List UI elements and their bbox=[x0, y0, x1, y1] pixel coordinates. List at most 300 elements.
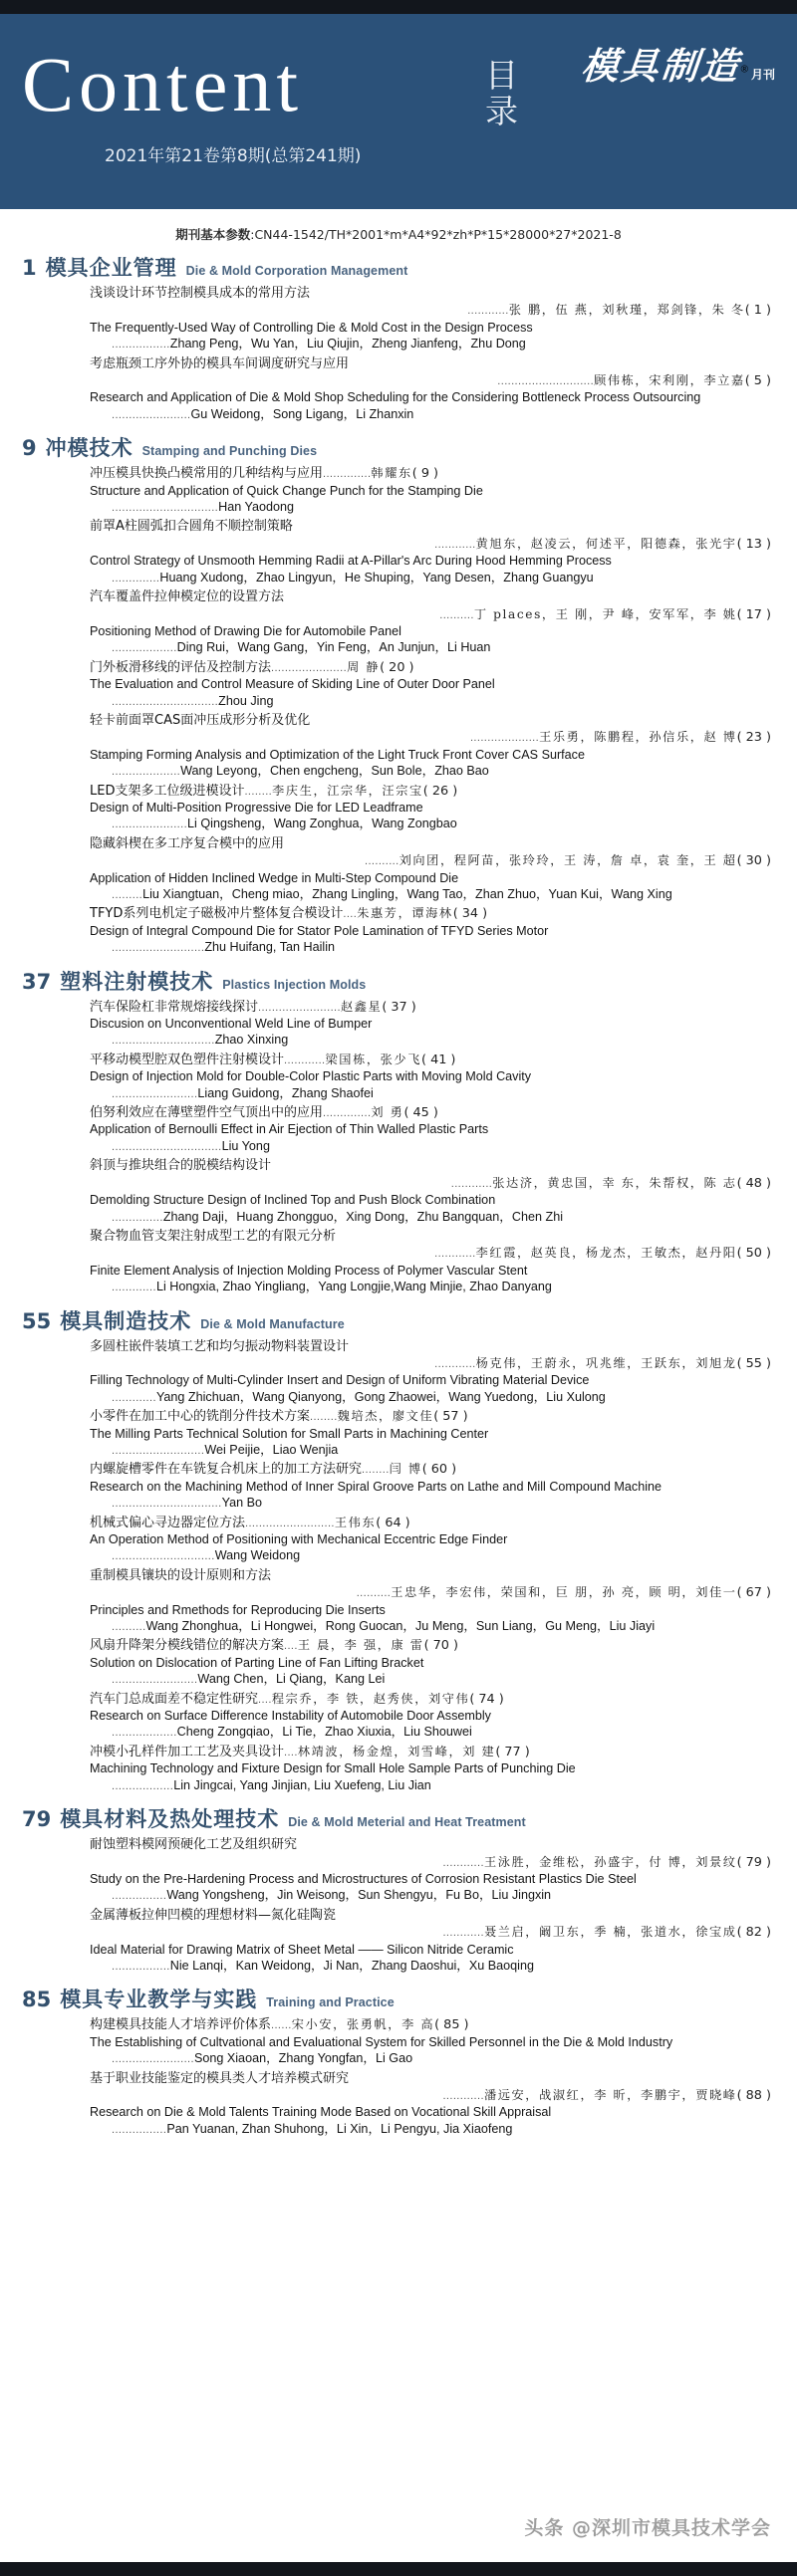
entry-page: ( 67 ) bbox=[736, 1585, 771, 1601]
entry-cn-authors: 程宗乔，李 铁，赵秀侠，刘守伟 bbox=[271, 1691, 470, 1706]
toc-entry[interactable] bbox=[90, 1637, 771, 1688]
entry-en-line bbox=[90, 870, 771, 886]
section-block bbox=[22, 1803, 775, 1975]
entry-en-author-line bbox=[90, 1032, 771, 1049]
entry-en-title: Discusion on Unconventional Weld Line of Bumper bbox=[90, 1017, 373, 1032]
entry-en-line bbox=[90, 1372, 771, 1388]
toc-entry[interactable] bbox=[90, 659, 771, 710]
entry-en-author-line bbox=[90, 1389, 771, 1406]
toc-entry[interactable] bbox=[90, 465, 771, 516]
leader-dots: ................. bbox=[112, 1960, 170, 1973]
entry-en-authors: Gu Weidong，Song Ligang，Li Zhanxin bbox=[190, 406, 414, 421]
entry-en-title: Structure and Application of Quick Change Punch for the Stamping Die bbox=[90, 483, 483, 498]
entry-en-authors: Song Xiaoan，Zhang Yongfan，Li Gao bbox=[193, 2051, 413, 2066]
entry-cn-line bbox=[90, 835, 771, 852]
entry-page: ( 13 ) bbox=[736, 536, 771, 552]
section-block bbox=[22, 1305, 775, 1795]
entry-cn-authors: 刘 勇 bbox=[371, 1105, 404, 1120]
entry-en-authors: Han Yaodong bbox=[218, 500, 295, 515]
leader-dots: ........................... bbox=[112, 1444, 205, 1457]
entry-en-line bbox=[90, 1426, 771, 1442]
leader-dots: .............. bbox=[112, 572, 160, 585]
leader-dots: ........ bbox=[244, 785, 273, 798]
entry-en-title: The Establishing of Cultvational and Evaluational System for Skilled Personnel in the Die & Mold Industry bbox=[90, 2034, 673, 2049]
leader-dots: ................ bbox=[112, 2123, 167, 2136]
leader-dots: ...................... bbox=[271, 661, 348, 674]
toc-entry[interactable] bbox=[90, 2070, 771, 2139]
entry-en-title: Research on Die & Mold Talents Training Mode Based on Vocational Skill Appraisal bbox=[90, 2105, 552, 2120]
entry-en-line bbox=[90, 800, 771, 816]
entry-cn-line bbox=[90, 712, 771, 729]
leader-dots: .................... bbox=[112, 766, 181, 779]
entry-page: ( 23 ) bbox=[736, 730, 771, 746]
entry-en-authors: Huang Xudong，Zhao Lingyun，He Shuping，Yang Desen，Zhang Guangyu bbox=[159, 570, 594, 585]
entry-page: ( 85 ) bbox=[434, 2017, 469, 2033]
entry-page: ( 30 ) bbox=[736, 853, 771, 869]
journal-parameters bbox=[22, 225, 775, 243]
leader-dots: .............................. bbox=[112, 1550, 215, 1563]
toc-entry[interactable] bbox=[90, 518, 771, 586]
section-title-cn: 冲模技术 bbox=[45, 436, 133, 461]
section-title-cn: 模具企业管理 bbox=[45, 256, 177, 280]
entry-cn-title: 机械式偏心寻边器定位方法 bbox=[90, 1515, 246, 1530]
entry-cn-title: 构建模具技能人才培养评价体系 bbox=[90, 2017, 272, 2033]
toc-entry[interactable] bbox=[90, 1461, 771, 1512]
entry-en-author-line bbox=[90, 1958, 771, 1975]
section-block bbox=[22, 432, 775, 956]
toc-entry[interactable] bbox=[90, 835, 771, 904]
entry-en-authors: Yan Bo bbox=[221, 1496, 262, 1511]
entry-page: ( 79 ) bbox=[736, 1854, 771, 1870]
entry-en-line bbox=[90, 483, 771, 499]
sections-host bbox=[22, 252, 775, 2138]
entry-cn-authors: 赵鑫星 bbox=[340, 999, 383, 1014]
entry-cn-authors: 黄旭东，赵凌云，何述平，阳德森，张光宇 bbox=[475, 536, 737, 551]
toc-entry[interactable] bbox=[90, 355, 771, 424]
entry-cn-title: 多圆柱嵌件装填工艺和均匀振动物料装置设计 bbox=[90, 1338, 350, 1354]
section-header-79 bbox=[22, 1803, 775, 1833]
leader-dots: .... bbox=[258, 1693, 272, 1706]
entry-en-title: Principles and Rmethods for Reproducing Die Inserts bbox=[90, 1602, 386, 1617]
leader-dots: ......................... bbox=[112, 1674, 198, 1687]
entry-cn-line bbox=[90, 2016, 771, 2033]
entry-cn-authors: 聂兰启，阚卫东，季 楠，张道水，徐宝成 bbox=[483, 1925, 737, 1940]
entry-cn-line bbox=[90, 1104, 771, 1121]
journal-logo bbox=[578, 36, 775, 90]
section-page-number: 37 bbox=[22, 969, 52, 994]
entry-en-author-line bbox=[90, 2050, 771, 2067]
entry-page: ( 45 ) bbox=[403, 1105, 438, 1121]
entry-en-line bbox=[90, 1655, 771, 1671]
entry-cn-authors: 丁 places，王 刚，尹 峰，安军军，李 姚 bbox=[473, 606, 737, 621]
entry-cn-line bbox=[90, 1338, 771, 1355]
entry-cn-authors: 李红霞，赵英良，杨龙杰，王敏杰，赵丹阳 bbox=[475, 1246, 737, 1261]
entry-cn-line bbox=[90, 1907, 771, 1924]
entry-en-authors: Lin Jingcai, Yang Jinjian, Liu Xuefeng, Liu Jian bbox=[173, 1777, 431, 1792]
entry-en-authors: Wang Yongsheng，Jin Weisong，Sun Shengyu，Fu Bo，Liu Jingxin bbox=[166, 1888, 552, 1903]
entry-en-line bbox=[90, 1602, 771, 1618]
entry-cn-title: 考虑瓶颈工序外协的模具车间调度研究与应用 bbox=[90, 355, 350, 371]
entry-cn-author-line bbox=[90, 1584, 771, 1601]
entry-cn-authors: 王乐勇，陈鹏程，孙信乐，赵 博 bbox=[539, 730, 737, 745]
leader-dots: ............ bbox=[467, 305, 509, 318]
entry-page: ( 74 ) bbox=[469, 1691, 504, 1707]
entry-en-authors: Liu Yong bbox=[221, 1138, 270, 1153]
entry-cn-title: 汽车保险杠非常规熔接线探讨 bbox=[90, 999, 259, 1015]
entry-cn-title: 伯努利效应在薄壁塑件空气顶出中的应用 bbox=[90, 1105, 324, 1121]
entry-en-authors: Li Hongxia, Zhao Yingliang，Yang Longjie,Wang Minjie, Zhao Danyang bbox=[155, 1280, 552, 1294]
entry-cn-authors: 杨克伟，王蔚永，巩兆维，王跃东，刘旭龙 bbox=[475, 1355, 737, 1370]
entry-cn-line bbox=[90, 1408, 771, 1425]
entry-cn-line bbox=[90, 355, 771, 372]
entry-en-title: Ideal Material for Drawing Matrix of Sheet Metal —— Silicon Nitride Ceramic bbox=[90, 1942, 514, 1957]
leader-dots: ............ bbox=[450, 1177, 493, 1190]
leader-dots: .......... bbox=[356, 1587, 392, 1600]
toc-entry[interactable] bbox=[90, 1567, 771, 1636]
toc-entry[interactable] bbox=[90, 1907, 771, 1976]
section-page-number: 9 bbox=[22, 436, 37, 461]
entry-cn-authors: 顾伟栋，宋利刚，李立嘉 bbox=[594, 373, 745, 388]
leader-dots: .............................. bbox=[112, 1035, 215, 1048]
entry-page: ( 17 ) bbox=[736, 606, 771, 622]
entry-cn-title: 基于职业技能鉴定的模具类人才培养模式研究 bbox=[90, 2070, 350, 2086]
entry-cn-authors: 王伟东 bbox=[334, 1515, 377, 1529]
journal-logo-cn: 模具制造 bbox=[578, 44, 743, 88]
entry-page: ( 70 ) bbox=[423, 1638, 458, 1654]
leader-dots: ............................ bbox=[497, 375, 595, 388]
section-title-cn: 模具制造技术 bbox=[60, 1308, 192, 1333]
leader-dots: ................. bbox=[112, 339, 170, 351]
entry-cn-line bbox=[90, 783, 771, 800]
leader-dots: ................................ bbox=[112, 1140, 222, 1153]
issue-line: 2021年第21卷第8期(总第241期) bbox=[105, 146, 362, 166]
entry-cn-title: 冲压模具快换凸模常用的几种结构与应用 bbox=[90, 466, 324, 482]
toc-entry[interactable] bbox=[90, 999, 771, 1050]
entry-cn-line bbox=[90, 999, 771, 1016]
entry-cn-authors: 刘向团，程阿苗，张玲玲，王 涛，詹 卓，袁 奎，王 超 bbox=[398, 853, 737, 868]
toc-entry[interactable] bbox=[90, 1157, 771, 1226]
entry-cn-line bbox=[90, 905, 771, 922]
entry-page: ( 5 ) bbox=[744, 373, 771, 389]
entry-cn-author-line bbox=[90, 372, 771, 389]
section-header-9 bbox=[22, 432, 775, 462]
entry-en-title: Design of Integral Compound Die for Stator Pole Lamination of TFYD Series Motor bbox=[90, 923, 549, 938]
entry-en-line bbox=[90, 1068, 771, 1084]
entry-en-authors: Li Qingsheng，Wang Zonghua，Wang Zongbao bbox=[187, 817, 457, 831]
entry-cn-title: TFYD系列电机定子磁极冲片整体复合模设计 bbox=[90, 906, 344, 922]
entry-en-authors: Pan Yuanan, Zhan Shuhong，Li Xin，Li Pengyu, Jia Xiaofeng bbox=[166, 2121, 513, 2136]
entry-cn-title: 汽车覆盖件拉伸模定位的设置方法 bbox=[90, 589, 285, 605]
leader-dots: ............. bbox=[112, 1391, 156, 1404]
leader-dots: ............. bbox=[112, 1282, 156, 1294]
entry-page: ( 20 ) bbox=[380, 659, 414, 675]
section-title-en: Die & Mold Corporation Management bbox=[185, 264, 408, 278]
entry-cn-author-line bbox=[90, 2087, 771, 2104]
entry-en-title: Control Strategy of Unsmooth Hemming Radii at A-Pillar's Arc During Hood Hemming Process bbox=[90, 554, 612, 569]
entry-cn-authors: 王忠华，李宏伟，荣国和，巨 朋，孙 亮，顾 明，刘佳一 bbox=[391, 1585, 737, 1600]
toc-entry[interactable] bbox=[90, 1691, 771, 1742]
entry-en-authors: Zhao Xinxing bbox=[214, 1033, 289, 1048]
entry-cn-author-line bbox=[90, 1245, 771, 1262]
entry-en-authors: Wang Chen，Li Qiang，Kang Lei bbox=[197, 1672, 386, 1687]
entry-en-title: The Milling Parts Technical Solution for Small Parts in Machining Center bbox=[90, 1426, 489, 1441]
entry-cn-title: 浅谈设计环节控制模具成本的常用方法 bbox=[90, 286, 311, 301]
entry-en-author-line bbox=[90, 1442, 771, 1459]
section-title-en: Plastics Injection Molds bbox=[222, 977, 367, 992]
entry-en-line bbox=[90, 1760, 771, 1776]
section-title-en: Die & Mold Meterial and Heat Treatment bbox=[288, 1815, 526, 1830]
entry-en-author-line bbox=[90, 1724, 771, 1741]
leader-dots: .................. bbox=[112, 1779, 174, 1792]
entry-cn-authors: 闫 博 bbox=[389, 1462, 422, 1477]
entry-en-title: An Operation Method of Positioning with Mechanical Eccentric Edge Finder bbox=[90, 1532, 508, 1546]
top-border-bar bbox=[0, 0, 797, 14]
entry-cn-title: 风扇升降架分模线错位的解决方案 bbox=[90, 1638, 285, 1654]
entry-page: ( 1 ) bbox=[744, 303, 771, 319]
toc-entry[interactable] bbox=[90, 285, 771, 353]
entry-cn-author-line bbox=[90, 1355, 771, 1372]
entry-page: ( 26 ) bbox=[422, 783, 458, 799]
leader-dots: ........ bbox=[310, 1411, 338, 1424]
mulu-title: 目录 bbox=[485, 56, 519, 130]
section-entry-list bbox=[22, 1836, 775, 1975]
toc-entry[interactable] bbox=[90, 712, 771, 781]
section-block bbox=[22, 966, 775, 1296]
entry-cn-title: 重制模具镶块的设计原则和方法 bbox=[90, 1567, 272, 1583]
entry-en-authors: Wang Leyong，Chen engcheng，Sun Bole，Zhao Bao bbox=[180, 764, 489, 779]
entry-cn-line bbox=[90, 1157, 771, 1174]
entry-cn-author-line bbox=[90, 606, 771, 623]
section-title-cn: 塑料注射模技术 bbox=[60, 969, 214, 994]
journal-parameters-value: :CN44-1542/TH*2001*m*A4*92*zh*P*15*28000*27*2021-8 bbox=[250, 227, 622, 242]
leader-dots: .......... bbox=[365, 855, 399, 868]
toc-entry[interactable] bbox=[90, 1515, 771, 1565]
entry-en-author-line bbox=[90, 1138, 771, 1155]
entry-cn-title: 平移动模型腔双色塑件注射模设计 bbox=[90, 1052, 285, 1067]
leader-dots: ...... bbox=[271, 2019, 292, 2032]
leader-dots: .... bbox=[284, 1640, 298, 1653]
entry-en-author-line bbox=[90, 693, 771, 710]
entry-cn-authors: 魏培杰，廖文佳 bbox=[337, 1409, 434, 1424]
entry-en-line bbox=[90, 1531, 771, 1547]
entry-en-author-line bbox=[90, 1495, 771, 1512]
toc-entry[interactable] bbox=[90, 1228, 771, 1296]
section-page-number: 55 bbox=[22, 1308, 52, 1333]
journal-parameters-label: 期刊基本参数 bbox=[175, 227, 251, 242]
entry-en-line bbox=[90, 320, 771, 336]
entry-cn-authors: 李庆生，江宗华，汪宗宝 bbox=[272, 783, 423, 798]
bottom-border-bar bbox=[0, 2562, 797, 2576]
entry-en-author-line bbox=[90, 1547, 771, 1564]
leader-dots: .............. bbox=[323, 1107, 372, 1120]
entry-cn-title: 斜顶与推块组合的脱模结构设计 bbox=[90, 1158, 272, 1174]
entry-en-authors: Zhu Huifang, Tan Hailin bbox=[204, 940, 336, 955]
entry-en-line bbox=[90, 923, 771, 939]
section-title-en: Training and Practice bbox=[266, 1995, 395, 2010]
entry-cn-author-line bbox=[90, 1924, 771, 1941]
entry-en-author-line bbox=[90, 1279, 771, 1295]
entry-cn-line bbox=[90, 1637, 771, 1654]
entry-en-title: Demolding Structure Design of Inclined Top and Push Block Combination bbox=[90, 1193, 496, 1208]
entry-cn-authors: 林靖波，杨金煌，刘雪峰，刘 建 bbox=[297, 1744, 496, 1758]
entry-cn-line bbox=[90, 588, 771, 605]
entry-en-line bbox=[90, 2104, 771, 2120]
section-page-number: 1 bbox=[22, 256, 37, 280]
entry-en-title: Stamping Forming Analysis and Optimization of the Light Truck Front Cover CAS Surface bbox=[90, 747, 585, 762]
entry-cn-title: 聚合物血管支架注射成型工艺的有限元分析 bbox=[90, 1228, 337, 1244]
leader-dots: ......... bbox=[112, 889, 143, 901]
entry-cn-author-line bbox=[90, 1175, 771, 1192]
leader-dots: ............ bbox=[434, 1357, 476, 1370]
entry-en-line bbox=[90, 1942, 771, 1958]
section-title-en: Die & Mold Manufacture bbox=[200, 1316, 345, 1331]
entry-en-authors: Nie Lanqi，Kan Weidong，Ji Nan，Zhang Daoshui，Xu Baoqing bbox=[169, 1958, 534, 1973]
entry-en-authors: Liu Xiangtuan，Cheng miao，Zhang Lingling，Wang Tao，Zhan Zhuo，Yuan Kui，Wang Xing bbox=[142, 887, 672, 901]
entry-cn-title: 轻卡前面罩CAS面冲压成形分析及优化 bbox=[90, 712, 311, 728]
entry-cn-title: 门外板滑移线的评估及控制方法 bbox=[90, 659, 272, 675]
entry-en-author-line bbox=[90, 1618, 771, 1635]
entry-en-authors: Zhang Peng，Wu Yan，Liu Qiujin，Zheng Jianfeng，Zhu Dong bbox=[169, 337, 526, 351]
toc-entry[interactable] bbox=[90, 783, 771, 833]
entry-cn-author-line bbox=[90, 852, 771, 869]
entry-en-authors: Liang Guidong，Zhang Shaofei bbox=[197, 1085, 374, 1100]
entry-en-line bbox=[90, 1263, 771, 1279]
leader-dots: ............ bbox=[442, 1856, 484, 1869]
entry-en-line bbox=[90, 2034, 771, 2050]
toc-entry[interactable] bbox=[90, 588, 771, 657]
entry-cn-line bbox=[90, 1052, 771, 1068]
toc-entry[interactable] bbox=[90, 905, 771, 956]
section-header-85 bbox=[22, 1984, 775, 2013]
leader-dots: ............ bbox=[434, 1248, 476, 1261]
entry-cn-author-line bbox=[90, 536, 771, 553]
entry-en-author-line bbox=[90, 1085, 771, 1102]
entry-en-line bbox=[90, 1016, 771, 1032]
section-entry-list bbox=[22, 2016, 775, 2138]
entry-en-title: Positioning Method of Drawing Die for Automobile Panel bbox=[90, 623, 401, 638]
toc-entry[interactable] bbox=[90, 2016, 771, 2067]
section-entry-list bbox=[22, 465, 775, 956]
toc-entry[interactable] bbox=[90, 1744, 771, 1794]
entry-cn-line bbox=[90, 1228, 771, 1245]
entry-cn-title: 前罩A柱圆弧扣合圆角不顺控制策略 bbox=[90, 519, 293, 535]
entry-en-line bbox=[90, 1121, 771, 1137]
journal-header bbox=[0, 14, 797, 209]
entry-en-title: Research on the Machining Method of Inner Spiral Groove Parts on Lathe and Mill Compound Machine bbox=[90, 1479, 663, 1494]
entry-en-author-line bbox=[90, 639, 771, 656]
toc-entry[interactable] bbox=[90, 1052, 771, 1102]
toc-entry[interactable] bbox=[90, 1408, 771, 1459]
entry-cn-author-line bbox=[90, 302, 771, 319]
section-header-55 bbox=[22, 1305, 775, 1335]
entry-cn-authors: 梁国栋，张少飞 bbox=[325, 1052, 422, 1066]
entry-en-author-line bbox=[90, 2121, 771, 2138]
entry-en-authors: Zhang Daji，Huang Zhongguo，Xing Dong，Zhu Bangquan，Chen Zhi bbox=[162, 1209, 563, 1224]
entry-page: ( 50 ) bbox=[736, 1246, 771, 1262]
entry-en-line bbox=[90, 1479, 771, 1495]
entry-cn-title: 汽车门总成面差不稳定性研究 bbox=[90, 1691, 259, 1707]
section-page-number: 79 bbox=[22, 1807, 52, 1832]
entry-cn-line bbox=[90, 2070, 771, 2087]
entry-cn-authors: 周 静 bbox=[347, 659, 381, 674]
entry-en-title: Study on the Pre-Hardening Process and Microstructures of Corrosion Resistant Plastics Die Steel bbox=[90, 1871, 637, 1886]
toc-body bbox=[0, 225, 797, 2138]
entry-en-authors: Ding Rui，Wang Gang，Yin Feng，An Junjun，Li Huan bbox=[176, 640, 491, 655]
entry-en-author-line bbox=[90, 816, 771, 832]
entry-cn-authors: 王泳胜，金维松，孙盛宇，付 博，刘景纹 bbox=[483, 1854, 737, 1869]
entry-en-author-line bbox=[90, 1671, 771, 1688]
entry-en-title: Solution on Dislocation of Parting Line of Fan Lifting Bracket bbox=[90, 1655, 424, 1670]
leader-dots: ............... bbox=[112, 1211, 163, 1224]
entry-en-title: Design of Multi-Position Progressive Die for LED Leadframe bbox=[90, 800, 423, 815]
entry-cn-title: 耐蚀塑料模网预硬化工艺及组织研究 bbox=[90, 1837, 298, 1853]
leader-dots: .... bbox=[284, 1746, 298, 1758]
entry-cn-author-line bbox=[90, 1854, 771, 1871]
entry-en-authors: Wang Weidong bbox=[214, 1548, 301, 1563]
section-title-en: Stamping and Punching Dies bbox=[141, 444, 318, 459]
section-page-number: 85 bbox=[22, 1988, 52, 2012]
entry-en-line bbox=[90, 553, 771, 569]
leader-dots: ................................ bbox=[112, 1498, 222, 1511]
entry-cn-line bbox=[90, 518, 771, 535]
toc-entry[interactable] bbox=[90, 1338, 771, 1407]
entry-cn-line bbox=[90, 1744, 771, 1760]
entry-en-author-line bbox=[90, 570, 771, 586]
toc-entry[interactable] bbox=[90, 1104, 771, 1155]
entry-en-line bbox=[90, 676, 771, 692]
leader-dots: .... bbox=[343, 908, 358, 921]
entry-cn-authors: 宋小安，张勇帆，李 高 bbox=[291, 2017, 435, 2032]
toc-entry[interactable] bbox=[90, 1836, 771, 1905]
entry-en-author-line bbox=[90, 763, 771, 780]
entry-page: ( 37 ) bbox=[382, 999, 416, 1015]
section-title-cn: 模具材料及热处理技术 bbox=[60, 1807, 280, 1832]
entry-page: ( 55 ) bbox=[736, 1355, 771, 1371]
entry-cn-line bbox=[90, 285, 771, 302]
entry-en-author-line bbox=[90, 886, 771, 903]
entry-en-title: Finite Element Analysis of Injection Molding Process of Polymer Vascular Stent bbox=[90, 1263, 528, 1278]
leader-dots: ............ bbox=[442, 1927, 484, 1940]
section-title-cn: 模具专业教学与实践 bbox=[60, 1988, 258, 2012]
leader-dots: ................ bbox=[112, 1890, 167, 1903]
entry-en-author-line bbox=[90, 1777, 771, 1794]
entry-en-line bbox=[90, 1708, 771, 1724]
leader-dots: ........................... bbox=[112, 942, 205, 955]
section-header-37 bbox=[22, 966, 775, 996]
entry-en-author-line bbox=[90, 406, 771, 423]
entry-en-line bbox=[90, 1192, 771, 1208]
leader-dots: ............ bbox=[434, 538, 476, 551]
entry-page: ( 77 ) bbox=[495, 1744, 530, 1759]
section-block bbox=[22, 252, 775, 423]
section-entry-list bbox=[22, 1338, 775, 1795]
entry-cn-title: 隐藏斜楔在多工序复合模中的应用 bbox=[90, 835, 285, 851]
entry-page: ( 34 ) bbox=[452, 906, 488, 922]
leader-dots: ............ bbox=[442, 2089, 484, 2102]
entry-en-line bbox=[90, 623, 771, 639]
entry-page: ( 57 ) bbox=[433, 1409, 468, 1425]
leader-dots: ....................... bbox=[112, 408, 191, 421]
leader-dots: .......... bbox=[112, 1621, 146, 1634]
entry-en-title: The Frequently-Used Way of Controlling Die & Mold Cost in the Design Process bbox=[90, 320, 533, 335]
leader-dots: ........................ bbox=[112, 2053, 194, 2066]
entry-page: ( 64 ) bbox=[376, 1515, 410, 1530]
entry-cn-title: 冲模小孔样件加工工艺及夹具设计 bbox=[90, 1744, 285, 1759]
entry-cn-authors: 王 晨，李 强，康 雷 bbox=[297, 1638, 424, 1653]
entry-cn-line bbox=[90, 1567, 771, 1584]
entry-cn-line bbox=[90, 1836, 771, 1853]
entry-en-author-line bbox=[90, 1887, 771, 1904]
